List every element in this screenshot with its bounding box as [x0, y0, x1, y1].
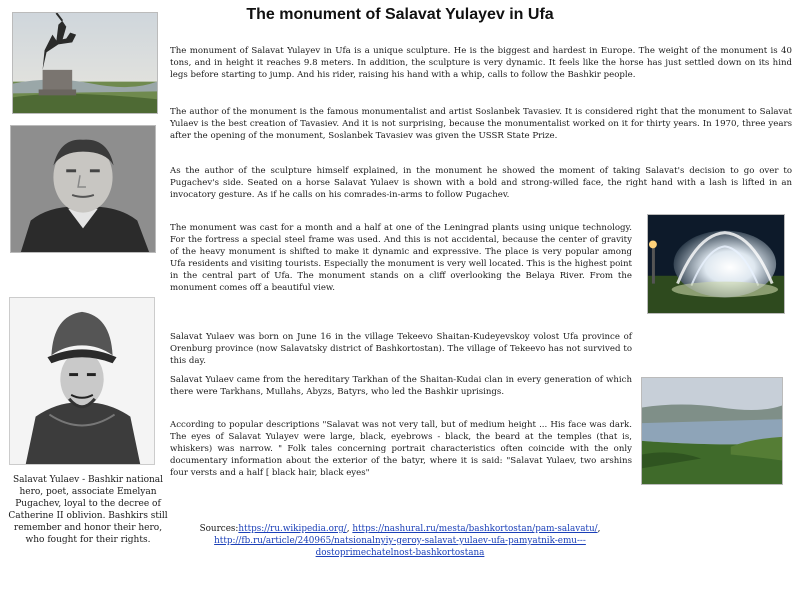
page-title: The monument of Salavat Yulayev in Ufa — [246, 6, 554, 23]
sources-separator-2: , — [597, 524, 601, 534]
sources-separator: , — [346, 524, 350, 534]
salavat-portrait-drawing — [9, 297, 155, 465]
portrait-caption: Salavat Yulaev - Bashkir national hero, poet, associate Emelyan Pugachev, loyal to the decree of Catherine II oblivion. Bashkirs still remember and honor their hero, who fought for their rights. — [8, 475, 168, 545]
paragraph-casting: The monument was cast for a month and a half at one of the Leningrad plants using unique technology. For the fortress a special steel frame was used. And this is not accidental, because the center of gravity of the heavy monument is shifted to make it dynamic and expressive. The place is very popular among Ufa residents and visiting tourists. Especially the monument is very well located. This is the highest point in the central part of Ufa. The monument stands on a cliff overlooking the Belaya River. From the monument comes off a beautiful view. — [170, 223, 632, 293]
source-link-wikipedia[interactable]: https://ru.wikipedia.org/ — [238, 524, 347, 534]
paragraph-sculpture-meaning: As the author of the sculpture himself explained, in the monument he showed the moment of taking Salavat's decision to go over to Pugachev's side. Seated on a horse Salavat Yulaev is shown with a bold and strong-willed face, the right hand with a lash is lifted in an invocatory gesture. As if he calls on his comrades-in-arms to follow Pugachev. — [170, 166, 792, 200]
paragraph-author: The author of the monument is the famous monumentalist and artist Soslanbek Tavasiev. It is considered right that the monument to Salavat Yulaev is the best creation of Tavasiev. And it is not surprising, because the monumentalist worked on it for thirty years. In 1970, three years after the opening of the monument, Soslanbek Tavasiev was given the USSR State Prize. — [170, 107, 792, 141]
river-landscape-photo — [641, 377, 783, 485]
paragraph-birth: Salavat Yulaev was born on June 16 in the village Tekeevo Shaitan-Kudeyevskoy volost Ufa province of Orenburg province (now Salavatsky district of Bashkortostan). The village of Tekeevo has not survived to this day. — [170, 332, 632, 366]
fountain-night-photo — [647, 214, 785, 314]
sources-block — [170, 523, 630, 559]
source-link-fb[interactable]: http://fb.ru/article/240965/natsionalnyiy-geroy-salavat-yulaev-ufa-pamyatnik-emu---dostoprimechatelnost-bashkortostana — [214, 536, 586, 558]
paragraph-description: According to popular descriptions "Salavat was not very tall, but of medium height ... His face was dark. The eyes of Salavat Yulayev were large, black, eyebrows - black, the beard at the temples (that is, whiskers) was narrow. " Folk tales concerning portrait characteristics often coincide with the only documentary information about the exterior of the batyr, where it is said: "Salavat Yulaev, two arshins four versts and a half [ black hair, black eyes" — [170, 420, 632, 478]
source-link-nashural[interactable]: https://nashural.ru/mesta/bashkortostan/pam-salavatu/ — [352, 524, 598, 534]
sculptor-portrait-photo — [10, 125, 156, 253]
paragraph-origin: Salavat Yulaev came from the hereditary Tarkhan of the Shaitan-Kudai clan in every generation of which there were Tarkhans, Mullahs, Abyzs, Batyrs, who led the Bashkir uprisings. — [170, 375, 632, 397]
paragraph-monument-intro: The monument of Salavat Yulayev in Ufa is a unique sculpture. He is the biggest and hardest in Europe. The weight of the monument is 40 tons, and in height it reaches 9.8 meters. In addition, the sculpture is very dynamic. It feels like the horse has just settled down on its hind legs before starting to jump. And his rider, raising his hand with a whip, calls to follow the Bashkir people. — [170, 46, 792, 80]
sources-label: Sources: — [199, 524, 239, 534]
monument-photo — [12, 12, 158, 114]
